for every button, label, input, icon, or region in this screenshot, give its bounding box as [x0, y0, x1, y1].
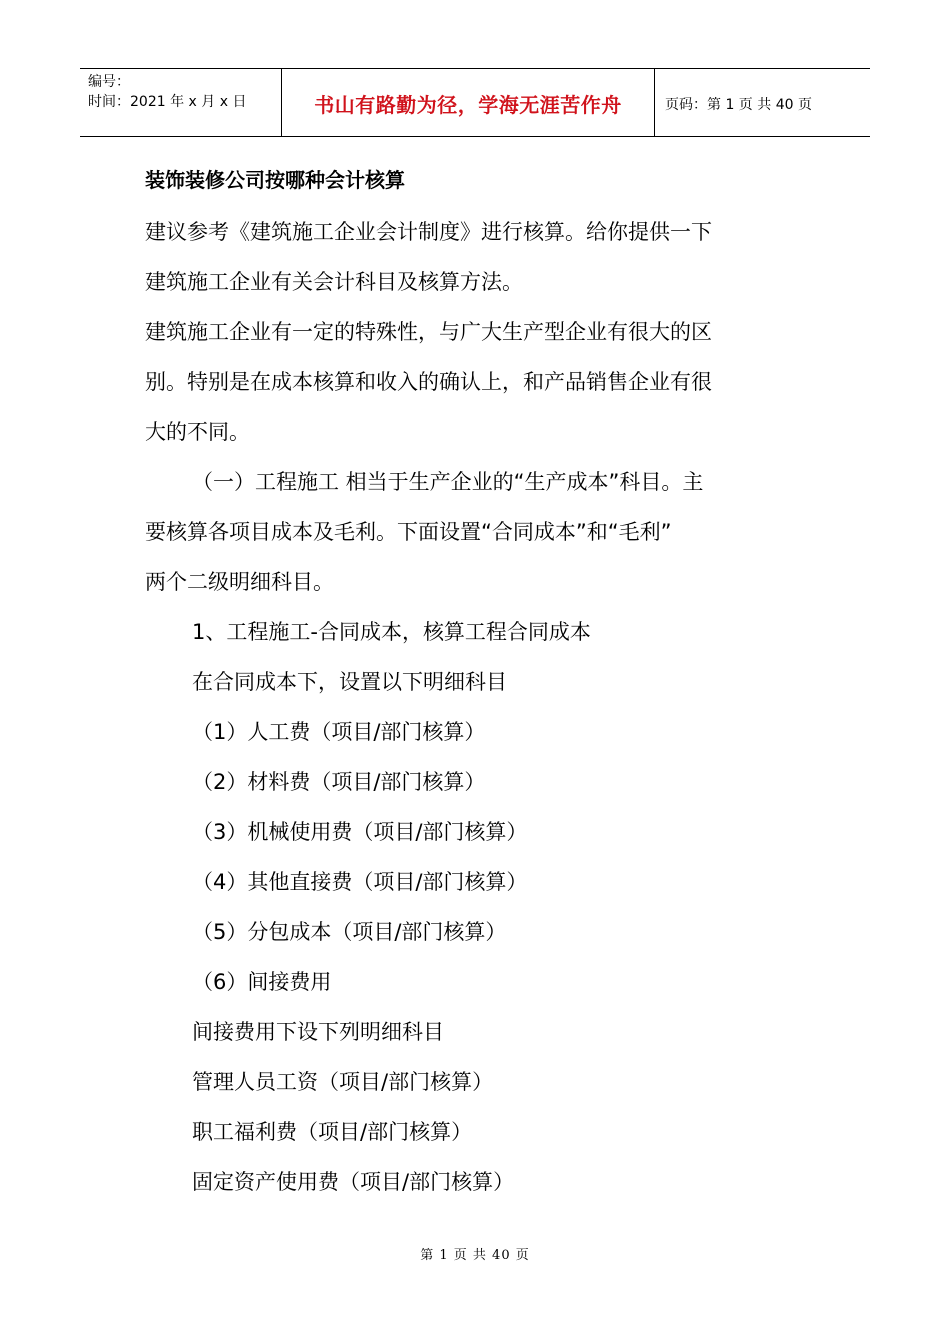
paragraph-line: 建筑施工企业有一定的特殊性，与广大生产型企业有很大的区 — [145, 320, 712, 344]
list-item: 1、工程施工-合同成本，核算工程合同成本 — [192, 620, 591, 644]
list-item: （3）机械使用费（项目/部门核算） — [192, 820, 528, 844]
number-label: 编号： — [88, 74, 130, 90]
list-item: （2）材料费（项目/部门核算） — [192, 770, 486, 794]
paragraph-2 — [145, 307, 825, 457]
paragraph-3 — [145, 457, 825, 607]
document-title: 装饰装修公司按哪种会计核算 — [145, 168, 405, 192]
list-item: 固定资产使用费（项目/部门核算） — [192, 1170, 515, 1194]
account-list — [145, 607, 825, 1207]
paragraph-line: 大的不同。 — [145, 420, 250, 444]
header-meta — [80, 69, 282, 136]
list-item: 在合同成本下，设置以下明细科目 — [192, 670, 507, 694]
document-body — [145, 165, 825, 1207]
page-footer: 第 1 页 共 40 页 — [420, 1248, 530, 1263]
list-item: （6）间接费用 — [192, 970, 332, 994]
paragraph-1 — [145, 207, 825, 307]
list-item: （4）其他直接费（项目/部门核算） — [192, 870, 528, 894]
paragraph-line: 要核算各项目成本及毛利。下面设置“合同成本”和“毛利” — [145, 520, 672, 544]
header-page-info: 页码：第 1 页 共 40 页 — [665, 96, 812, 113]
list-item: 职工福利费（项目/部门核算） — [192, 1120, 473, 1144]
date-label: 时间：2021 年 x 月 x 日 — [88, 94, 247, 110]
paragraph-line: 建议参考《建筑施工企业会计制度》进行核算。给你提供一下 — [145, 220, 712, 244]
paragraph-line: 两个二级明细科目。 — [145, 570, 334, 594]
list-item: （1）人工费（项目/部门核算） — [192, 720, 486, 744]
paragraph-line: 建筑施工企业有关会计科目及核算方法。 — [145, 270, 523, 294]
list-item: 间接费用下设下列明细科目 — [192, 1020, 444, 1044]
paragraph-line: （一）工程施工 相当于生产企业的“生产成本”科目。主 — [192, 470, 704, 494]
list-item: （5）分包成本（项目/部门核算） — [192, 920, 507, 944]
header-motto: 书山有路勤为径，学海无涯苦作舟 — [282, 69, 655, 136]
list-item: 管理人员工资（项目/部门核算） — [192, 1070, 494, 1094]
document-header — [80, 68, 870, 137]
paragraph-line: 别。特别是在成本核算和收入的确认上，和产品销售企业有很 — [145, 370, 712, 394]
